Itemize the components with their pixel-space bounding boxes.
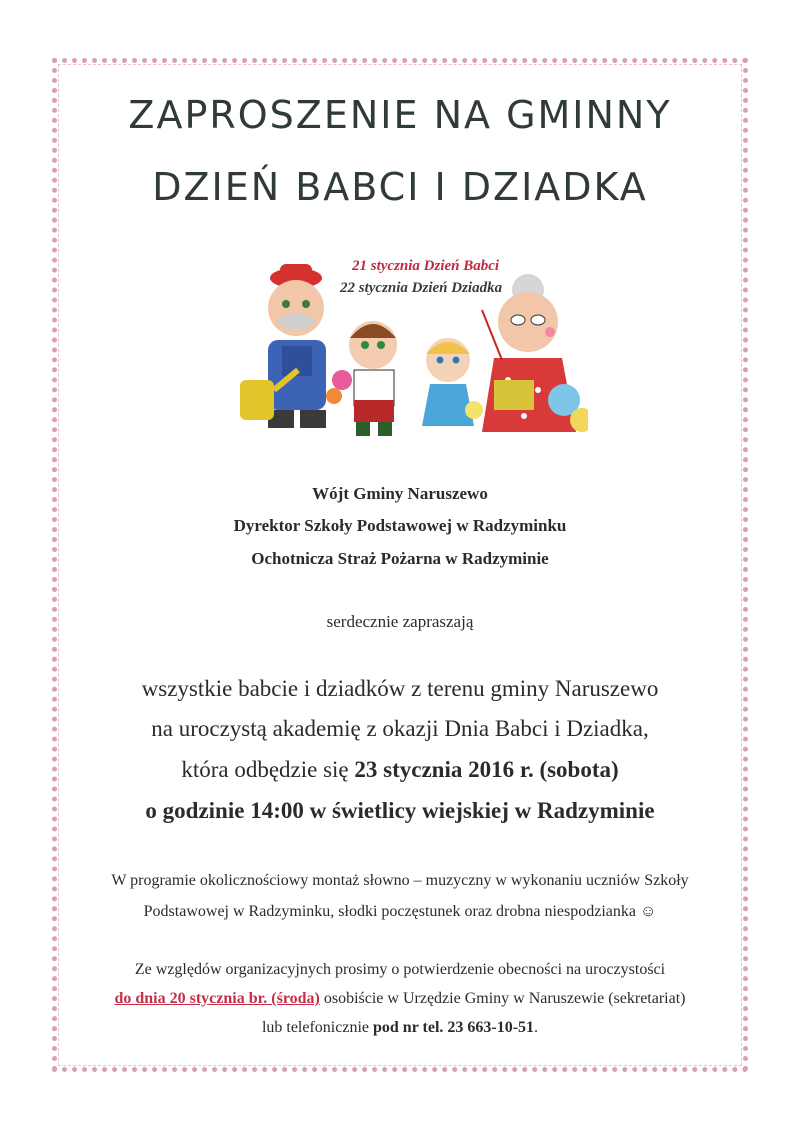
rsvp-line-2 — [0, 990, 800, 1008]
girl-figure — [422, 338, 483, 426]
caption-grandpa-day: 22 stycznia Dzień Dziadka — [340, 280, 503, 296]
title-line-1: ZAPROSZENIE NA GMINNY — [128, 93, 672, 137]
organizer-1: Wójt Gminy Naruszewo — [312, 484, 488, 503]
program-line-1: W programie okolicznościowy montaż słowno – muzyczny w wykonaniu uczniów Szkoły — [111, 872, 689, 889]
rsvp-line-2-rest: osobiście w Urzędzie Gminy w Naruszewie (sekretariat) — [319, 990, 686, 1007]
grandparents-illustration — [238, 250, 588, 440]
event-date: 23 stycznia 2016 r. (sobota) — [354, 757, 619, 782]
boy-figure — [326, 321, 397, 436]
invite-line-2: na uroczystą akademię z okazji Dnia Babci i Dziadka, — [151, 716, 649, 741]
rsvp-line-3 — [0, 1019, 800, 1037]
invite-line-3 — [0, 757, 800, 783]
program-line-2: Podstawowej w Radzyminku, słodki poczęstunek oraz drobna niespodzianka ☺ — [143, 903, 657, 920]
rsvp-line-3-prefix: lub telefonicznie — [261, 1019, 373, 1036]
event-time-place: o godzinie 14:00 w świetlicy wiejskiej w Radzyminie — [145, 798, 655, 823]
rsvp-phone: pod nr tel. 23 663-10-51 — [373, 1019, 535, 1036]
rsvp-deadline: do dnia 20 stycznia br. (środa) — [114, 990, 320, 1007]
invite-line-1: wszystkie babcie i dziadków z terenu gminy Naruszewo — [141, 676, 659, 701]
grandpa-figure — [240, 264, 326, 428]
organizer-3: Ochotnicza Straż Pożarna w Radzyminie — [251, 549, 549, 568]
organizer-2: Dyrektor Szkoły Podstawowej w Radzyminku — [233, 516, 567, 535]
rsvp-line-1: Ze względów organizacyjnych prosimy o potwierdzenie obecności na uroczystości — [134, 961, 666, 978]
caption-grandma-day: 21 stycznia Dzień Babci — [352, 258, 500, 274]
invite-line-3-prefix: która odbędzie się — [181, 757, 355, 782]
grandma-figure — [482, 274, 588, 432]
rsvp-line-3-suffix: . — [534, 1019, 539, 1036]
invite-verb: serdecznie zapraszają — [326, 612, 474, 631]
title-line-2: DZIEŃ BABCI I DZIADKA — [152, 165, 648, 209]
